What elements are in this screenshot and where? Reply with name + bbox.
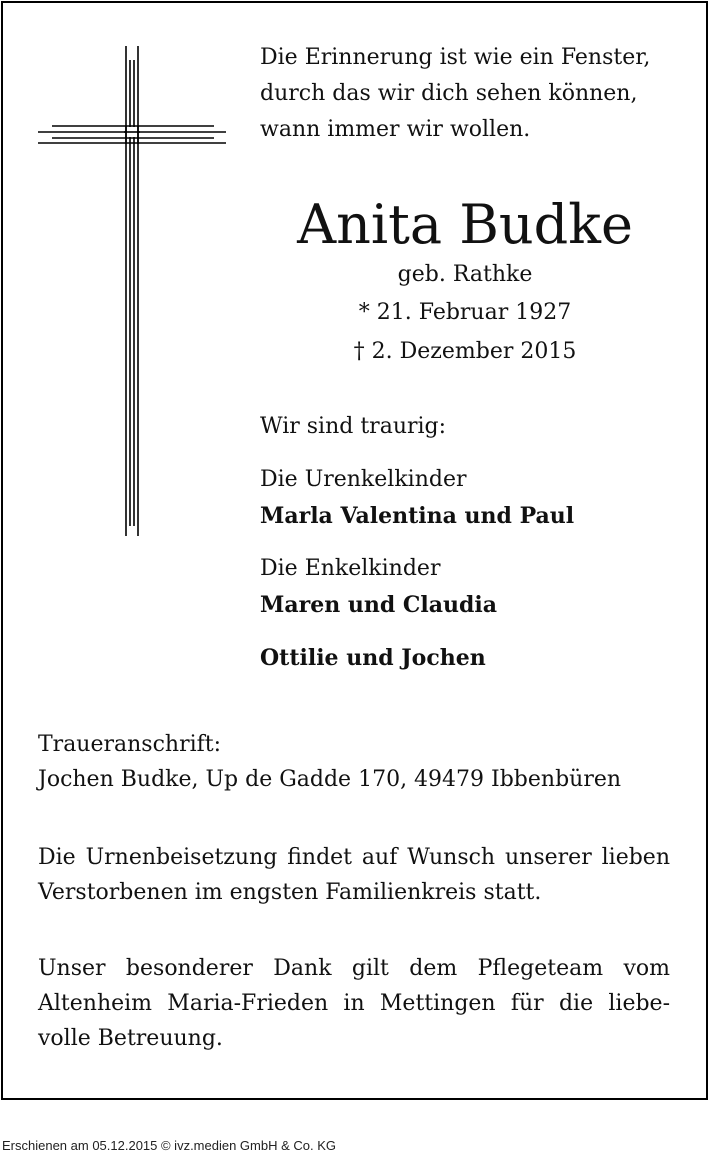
grandchildren-names: Maren und Claudia — [260, 592, 497, 618]
grandchildren-label: Die Enkelkinder — [260, 556, 441, 581]
other-mourner-names: Ottilie und Jochen — [260, 645, 486, 671]
address-label: Traueranschrift: — [38, 732, 222, 757]
deceased-name: Anita Budke — [297, 193, 633, 256]
cross-icon — [38, 46, 226, 536]
poem-line-3: wann immer wir wollen. — [260, 117, 531, 142]
thanks-notice: Unser besonderer Dank gilt dem Pflegeteam vom Altenheim Maria-Frieden in Mettingen für die liebe-volle Betreuung. — [38, 956, 670, 1051]
publication-footer: Erschienen am 05.12.2015 © ivz.medien GmbH & Co. KG — [2, 1138, 337, 1153]
poem-line-2: durch das wir dich sehen können, — [260, 81, 638, 106]
maiden-name: geb. Rathke — [397, 262, 533, 287]
great-grandchildren-label: Die Urenkelkinder — [260, 467, 467, 492]
address-block — [38, 727, 670, 797]
address-value: Jochen Budke, Up de Gadde 170, 49479 Ibbenbüren — [38, 767, 622, 792]
poem — [260, 40, 650, 148]
mourners-intro: Wir sind traurig: — [260, 414, 447, 439]
poem-line-1: Die Erinnerung ist wie ein Fenster, — [260, 45, 651, 70]
burial-notice: Die Urnenbeisetzung findet auf Wunsch unserer lieben Verstorbenen im engsten Familienkreis statt. — [38, 845, 670, 905]
great-grandchildren-names: Marla Valentina und Paul — [260, 503, 575, 529]
birth-date: * 21. Februar 1927 — [358, 300, 572, 325]
death-date: † 2. Dezember 2015 — [353, 339, 577, 364]
